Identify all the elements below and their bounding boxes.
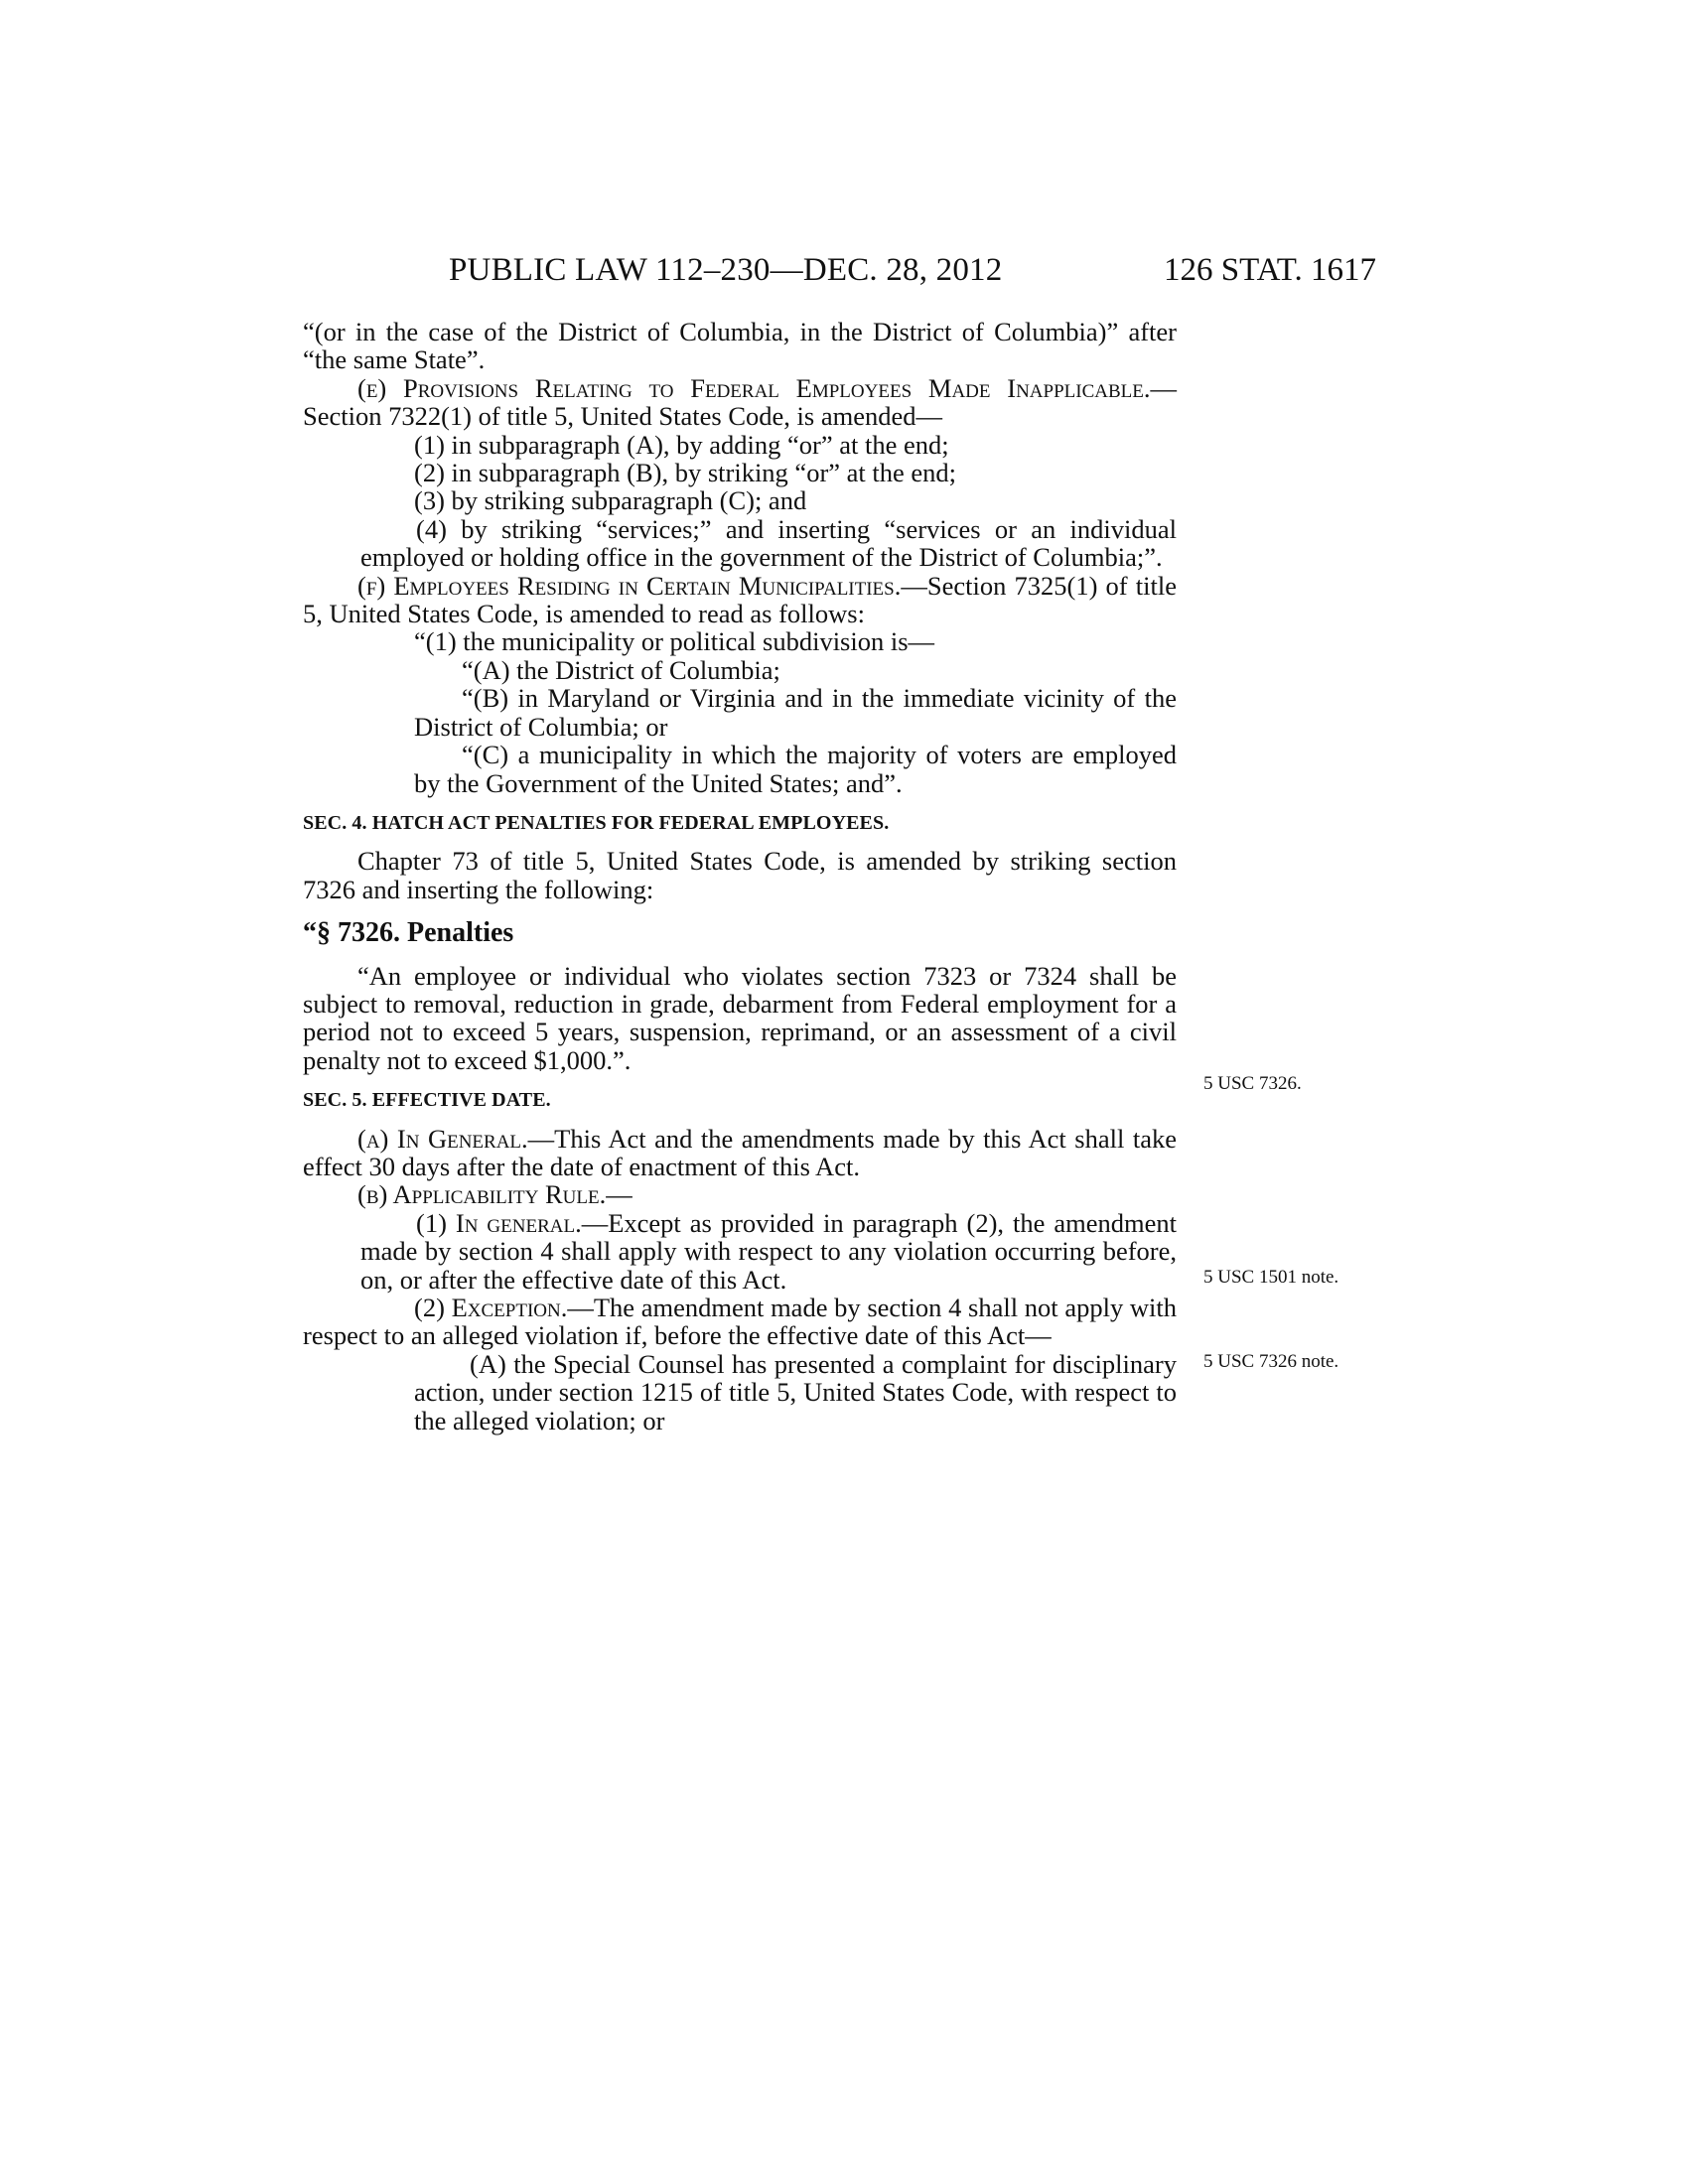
margin-note-7326: 5 USC 7326. — [1203, 1073, 1302, 1094]
paragraph: (4) by striking “services;” and inserting “services or an individual employed or holding office in the government of the District of Columbia;”. — [360, 513, 1177, 573]
paragraph-text: .—The amendment made by section 4 shall not apply with respect to an alleged violation if, before the effective date of this Act— — [303, 1293, 1178, 1351]
section-heading-4: SEC. 4. HATCH ACT PENALTIES FOR FEDERAL EMPLOYEES. — [303, 811, 890, 834]
paragraph-subsection-b — [303, 1180, 1177, 1208]
paragraph: (2) in subparagraph (B), by striking “or” at the end; — [414, 458, 957, 488]
paragraph-text: .—Except as provided in paragraph (2), the amendment made by section 4 shall apply with respect to any violation occurring before, on, or after the effective date of this Act. — [360, 1207, 1177, 1295]
paragraph-heading: (2) Exception — [414, 1293, 561, 1322]
paragraph: “(or in the case of the District of Columbia, in the District of Columbia)” after “the same State”. — [303, 317, 1177, 375]
section-heading-5: SEC. 5. EFFECTIVE DATE. — [303, 1089, 551, 1112]
paragraph-subsection-a — [303, 1125, 1177, 1181]
paragraph-heading: (1) In general — [416, 1207, 576, 1238]
margin-note-7326-note: 5 USC 7326 note. — [1203, 1351, 1339, 1372]
subsection-heading: (f) Employees Residing in Certain Municipalities — [357, 570, 895, 601]
margin-note-1501: 5 USC 1501 note. — [1203, 1267, 1339, 1288]
paragraph: (3) by striking subparagraph (C); and — [414, 485, 807, 516]
document-body — [303, 318, 1177, 1434]
paragraph-text: .—This Act and the amendments made by this Act shall take effect 30 days after the date of enactment of this Act. — [303, 1123, 1177, 1181]
paragraph-text: .—Section 7322(1) of title 5, United States Code, is amended— — [303, 372, 1177, 432]
paragraph: “(B) in Maryland or Virginia and in the immediate vicinity of the District of Columbia; or — [414, 683, 1177, 742]
paragraph-text: .—Section 7325(1) of title 5, United States Code, is amended to read as follows: — [303, 570, 1177, 629]
paragraph-paragraph-1 — [303, 1209, 1177, 1294]
running-head: PUBLIC LAW 112–230—DEC. 28, 2012 — [449, 252, 1003, 288]
subsection-heading: (e) Provisions Relating to Federal Employees Made Inapplicable — [357, 372, 1144, 403]
paragraph: (1) in subparagraph (A), by adding “or” at the end; — [414, 429, 949, 460]
section-title-7326: “§ 7326. Penalties — [303, 917, 514, 949]
paragraph: “(C) a municipality in which the majority of voters are employed by the Government of the United States; and”. — [414, 740, 1177, 798]
paragraph: “An employee or individual who violates section 7323 or 7324 shall be subject to removal, reduction in grade, debarment from Federal employment for a period not to exceed 5 years, suspension, reprimand, or an assessment of a civil penalty not to exceed $1,000.”. — [303, 960, 1177, 1075]
paragraph-text: .— — [599, 1179, 633, 1210]
paragraph-subsection-e — [303, 374, 1177, 431]
subsection-heading: (a) In General — [357, 1123, 522, 1154]
paragraph-subsection-f — [303, 572, 1177, 628]
page-number: 126 STAT. 1617 — [1163, 252, 1376, 288]
paragraph: Chapter 73 of title 5, United States Code, is amended by striking section 7326 and inserting the following: — [303, 846, 1177, 904]
paragraph-paragraph-2 — [303, 1294, 1177, 1350]
paragraph: “(A) the District of Columbia; — [462, 654, 780, 685]
subsection-heading: (b) Applicability Rule — [357, 1179, 600, 1210]
paragraph: (A) the Special Counsel has presented a complaint for disciplinary action, under section 1215 of title 5, United States Code, with respect to the alleged violation; or — [414, 1348, 1177, 1435]
page-header — [298, 252, 1376, 292]
paragraph: “(1) the municipality or political subdivision is— — [414, 626, 935, 657]
